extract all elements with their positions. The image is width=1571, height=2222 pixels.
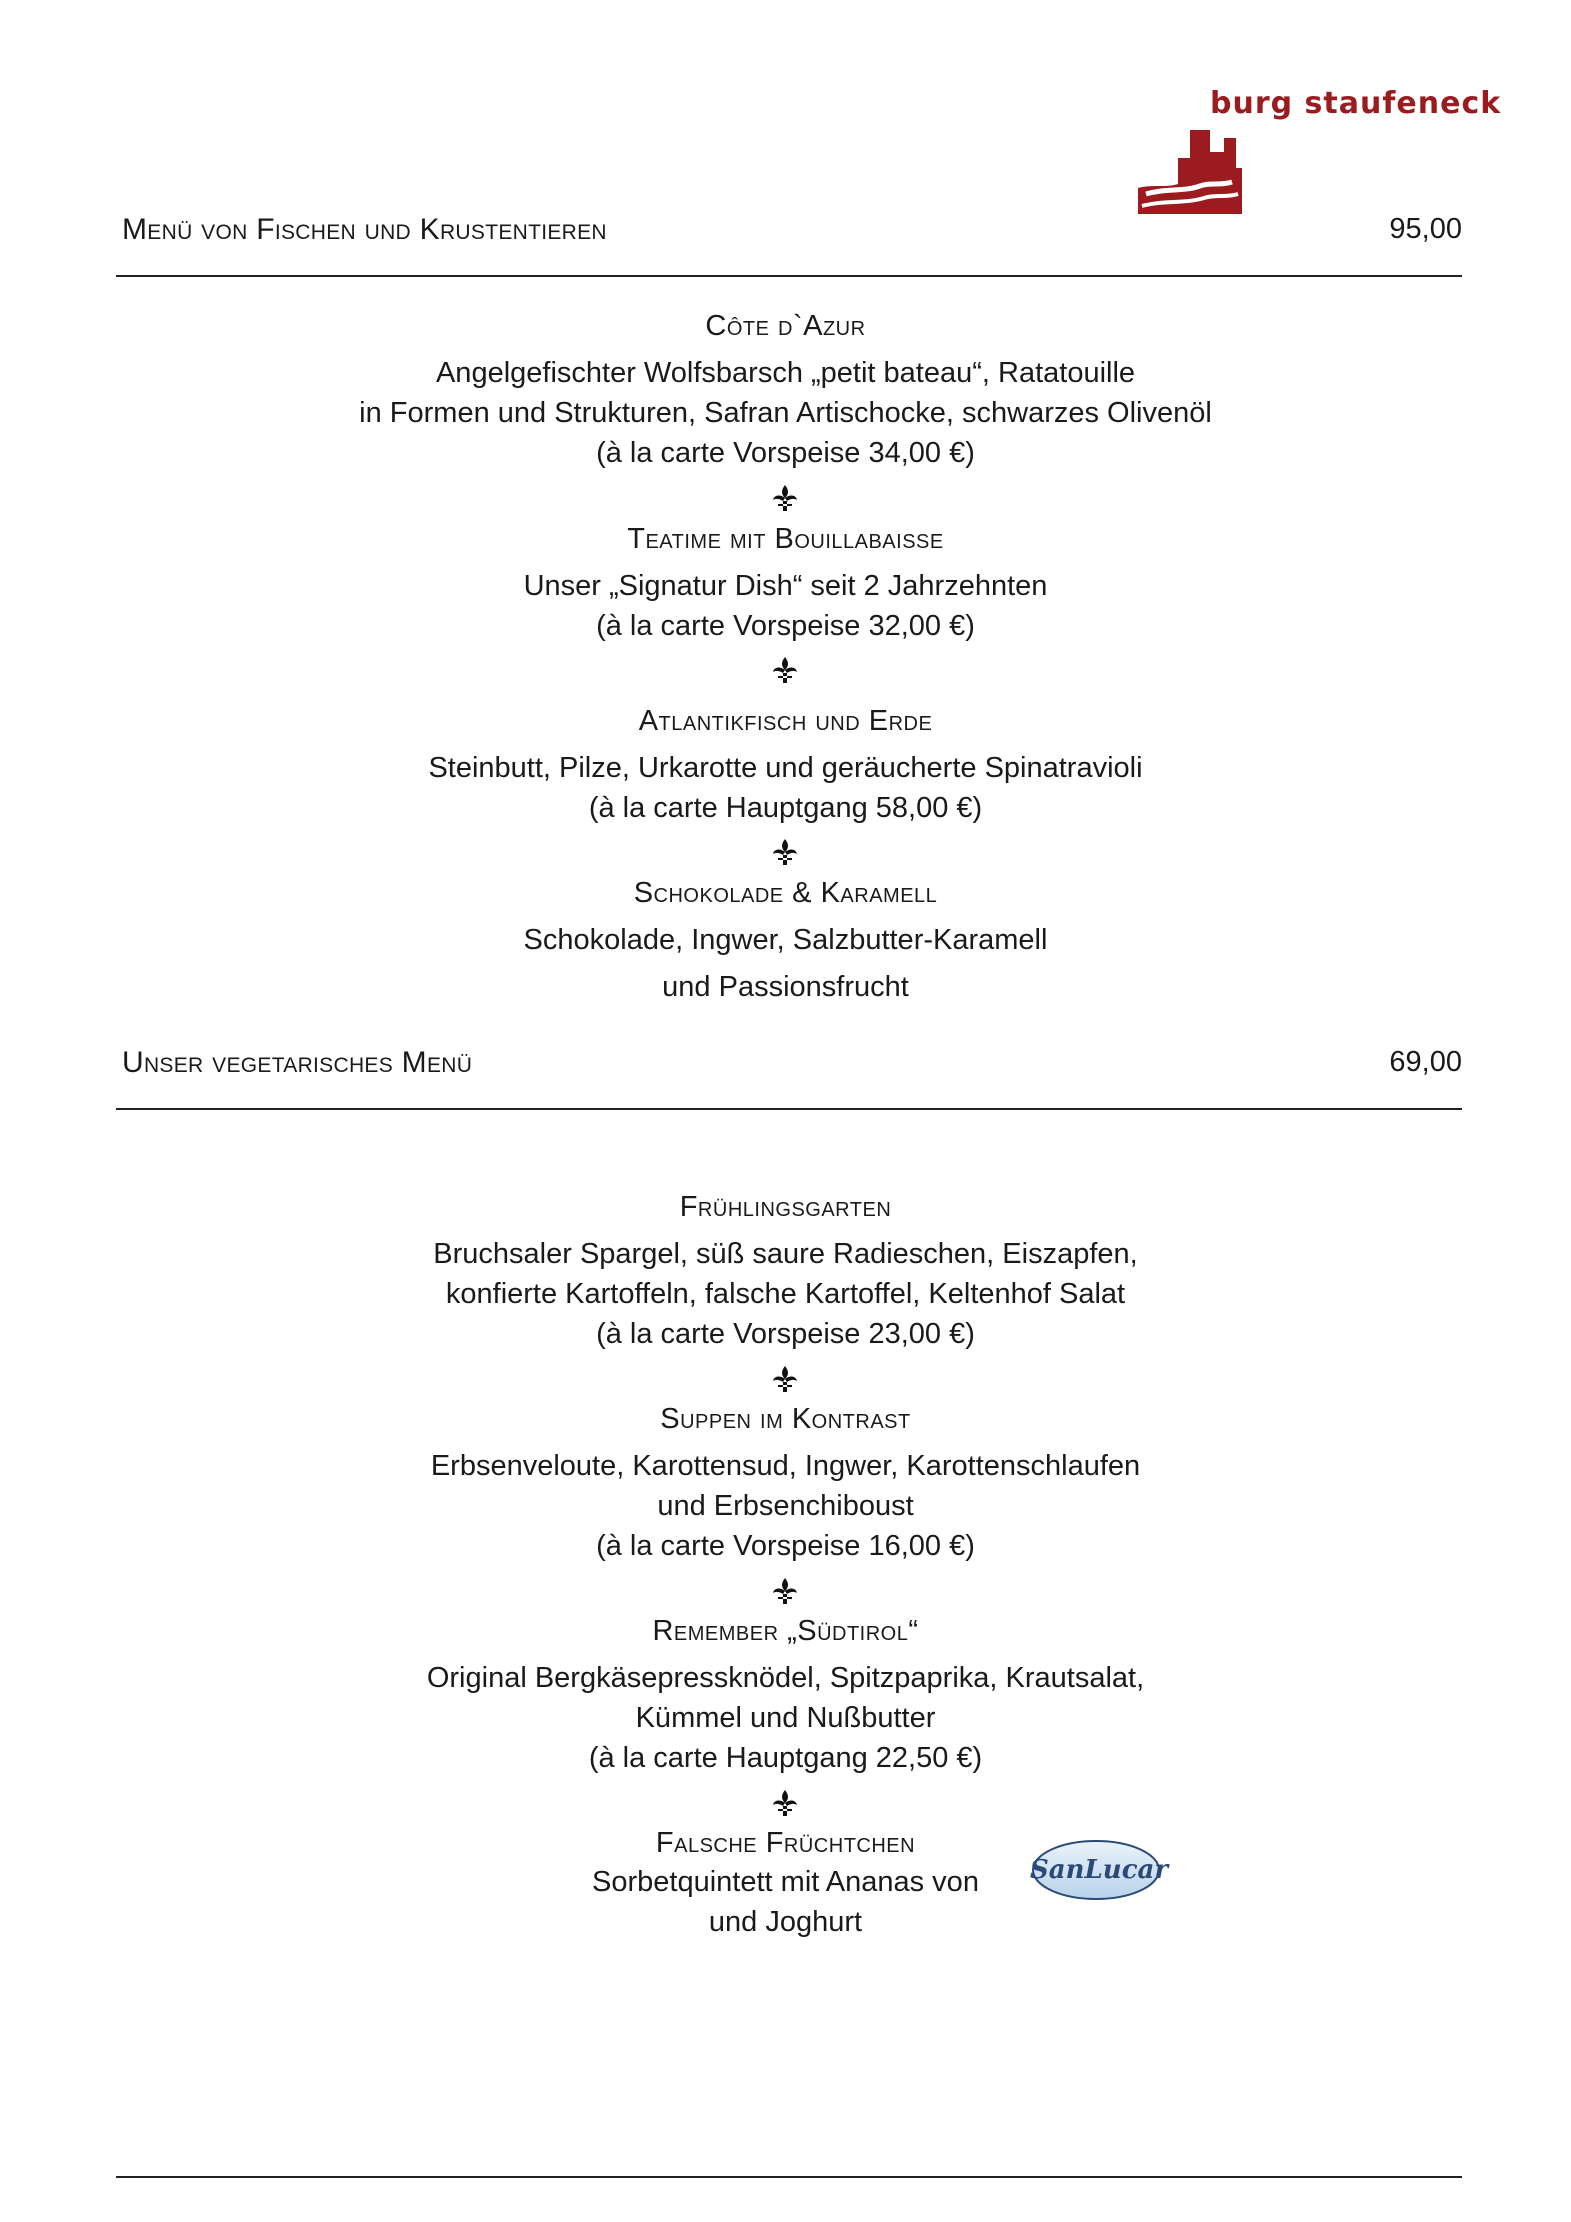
- brand-name: burg staufeneck: [1210, 86, 1502, 121]
- menu-price: 69,00: [1389, 1046, 1462, 1078]
- course-title: Côte d`Azur: [705, 310, 866, 342]
- course-schokolade: [0, 874, 1571, 1007]
- course-title: Suppen im Kontrast: [660, 1403, 911, 1435]
- course-description: Unser „Signatur Dish“ seit 2 Jahrzehnten: [523, 570, 1048, 602]
- fleur-de-lis-icon: [770, 656, 800, 684]
- course-description: Angelgefischter Wolfsbarsch „petit bateau“, Ratatouille: [435, 357, 1136, 389]
- divider: [116, 275, 1462, 277]
- course-remember-suedtirol: [0, 1612, 1571, 1778]
- course-fruehlingsgarten: [0, 1188, 1571, 1354]
- course-price-note: (à la carte Vorspeise 32,00 €): [596, 610, 975, 642]
- castle-icon: [1138, 128, 1248, 214]
- course-teatime: [0, 520, 1571, 646]
- course-title: Teatime mit Bouillabaisse: [627, 523, 944, 555]
- course-description: Sorbetquintett mit Ananas von: [592, 1866, 979, 1898]
- fleur-de-lis-icon: [770, 484, 800, 512]
- course-price-note: (à la carte Vorspeise 16,00 €): [596, 1530, 975, 1562]
- course-description: Kümmel und Nußbutter: [635, 1702, 936, 1734]
- fleur-de-lis-icon: [770, 1789, 800, 1817]
- fleur-de-lis-icon: [770, 1577, 800, 1605]
- course-description: Erbsenveloute, Karottensud, Ingwer, Karottenschlaufen: [430, 1450, 1141, 1482]
- course-description: Steinbutt, Pilze, Urkarotte und geräucherte Spinatravioli: [428, 752, 1143, 784]
- fleur-de-lis-icon: [770, 838, 800, 866]
- menu-price: 95,00: [1389, 213, 1462, 245]
- menu-title: Menü von Fischen und Krustentieren: [122, 213, 607, 246]
- course-description: und Passionsfrucht: [662, 971, 909, 1003]
- course-description: Original Bergkäsepressknödel, Spitzpaprika, Krautsalat,: [426, 1662, 1145, 1694]
- course-title: Remember „Südtirol“: [652, 1615, 919, 1647]
- course-title: Schokolade & Karamell: [633, 877, 938, 909]
- course-title: Frühlingsgarten: [679, 1191, 892, 1223]
- course-description: Bruchsaler Spargel, süß saure Radieschen, Eiszapfen,: [433, 1238, 1138, 1270]
- course-suppen: [0, 1400, 1571, 1566]
- course-price-note: (à la carte Hauptgang 22,50 €): [588, 1742, 983, 1774]
- course-description: konfierte Kartoffeln, falsche Kartoffel, Keltenhof Salat: [445, 1278, 1126, 1310]
- footer-divider: [116, 2176, 1462, 2178]
- course-title: Atlantikfisch und Erde: [638, 705, 933, 737]
- course-description: in Formen und Strukturen, Safran Artischocke, schwarzes Olivenöl: [359, 397, 1212, 429]
- course-description: Schokolade, Ingwer, Salzbutter-Karamell: [523, 924, 1048, 956]
- course-falsche-fruechtchen: [0, 1824, 1571, 1942]
- sanlucar-logo-text: SanLucar: [1030, 1855, 1169, 1885]
- menu-header-fish: [122, 213, 1462, 253]
- course-description: und Erbsenchiboust: [657, 1490, 914, 1522]
- divider: [116, 1108, 1462, 1110]
- fleur-de-lis-icon: [770, 1365, 800, 1393]
- course-price-note: (à la carte Vorspeise 23,00 €): [596, 1318, 975, 1350]
- sanlucar-logo: [1030, 1838, 1169, 1902]
- course-title: Falsche Früchtchen: [655, 1827, 916, 1859]
- course-price-note: (à la carte Vorspeise 34,00 €): [596, 437, 975, 469]
- course-price-note: (à la carte Hauptgang 58,00 €): [588, 792, 983, 824]
- course-description: und Joghurt: [708, 1906, 863, 1938]
- menu-title: Unser vegetarisches Menü: [122, 1046, 473, 1079]
- menu-header-vegetarian: [122, 1046, 1462, 1086]
- course-atlantikfisch: [0, 702, 1571, 828]
- burg-staufeneck-logo: [1110, 86, 1502, 216]
- course-cote-dazur: [0, 307, 1571, 473]
